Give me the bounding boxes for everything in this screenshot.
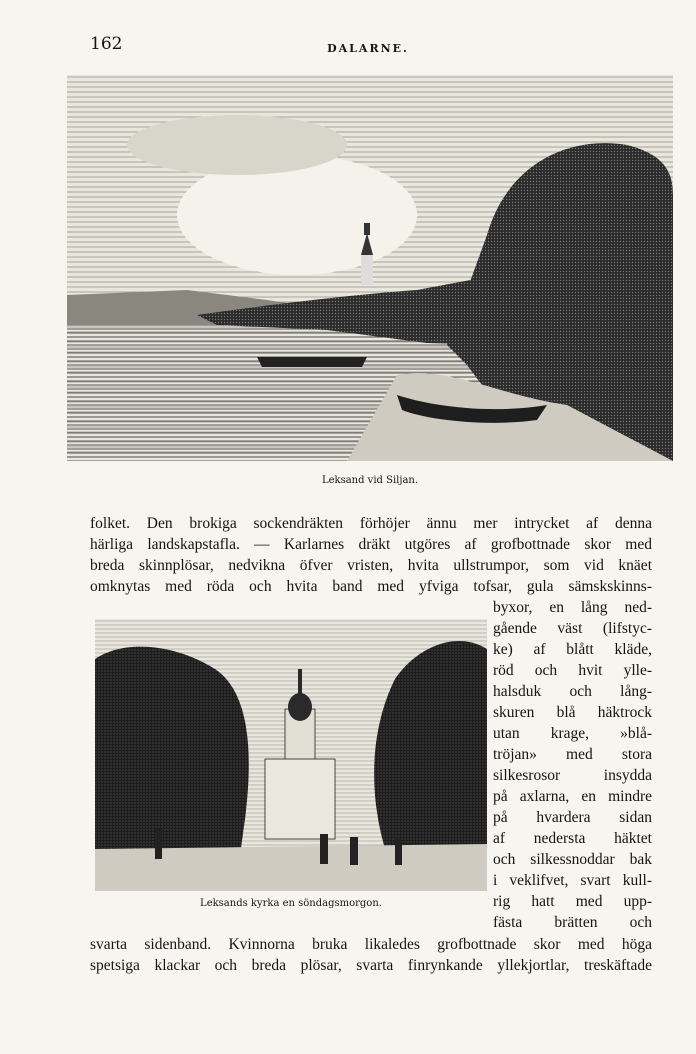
text-line: i veklifvet, svart kull-: [493, 872, 652, 889]
page-number: 162: [90, 34, 123, 54]
figure-caption-inline: Leksands kyrka en söndagsmorgon.: [200, 898, 382, 909]
text-line: röd och hvit ylle-: [493, 662, 652, 679]
text-line: byxor, en lång ned-: [493, 599, 652, 616]
text-line: ke) af blått kläde,: [493, 641, 652, 658]
text-line: omknytas med röda och hvita band med yfviga tofsar, gula sämskskinns-: [90, 578, 652, 595]
text-line: folket. Den brokiga sockendräkten förhöjer ännu mer intrycket af denna: [90, 515, 652, 532]
text-line: på hvardera sidan: [493, 809, 652, 826]
lake-illustration: [67, 75, 673, 461]
figure-caption-top: Leksand vid Siljan.: [321, 475, 419, 486]
text-line: tröjan» med stora: [493, 746, 652, 763]
text-line: utan krage, »blå-: [493, 725, 652, 742]
text-line: svarta sidenband. Kvinnorna bruka likaledes grofbottnade skor med höga: [90, 936, 652, 953]
text-line: rig hatt med upp-: [493, 893, 652, 910]
text-line: halsduk och lång-: [493, 683, 652, 700]
text-line: härliga landskapstafla. — Karlarnes dräkt utgöres af grofbottnade skor med: [90, 536, 652, 553]
running-head: DALARNE.: [327, 42, 409, 55]
text-line: fästa brätten och: [493, 914, 652, 931]
text-line: silkesrosor insydda: [493, 767, 652, 784]
text-line: af nedersta häktet: [493, 830, 652, 847]
text-line: spetsiga klackar och breda plösar, svarta finrynkande yllekjortlar, treskäftade: [90, 957, 652, 974]
text-line: skuren blå häktrock: [493, 704, 652, 721]
text-line: på axlarna, en mindre: [493, 788, 652, 805]
text-line: och silkessnoddar bak: [493, 851, 652, 868]
text-line: gående väst (lifstyc-: [493, 620, 652, 637]
text-line: breda skinnplösar, nedvikna öfver vristen, hvita ullstrumpor, som vid knäet: [90, 557, 652, 574]
church-illustration: [95, 619, 487, 891]
